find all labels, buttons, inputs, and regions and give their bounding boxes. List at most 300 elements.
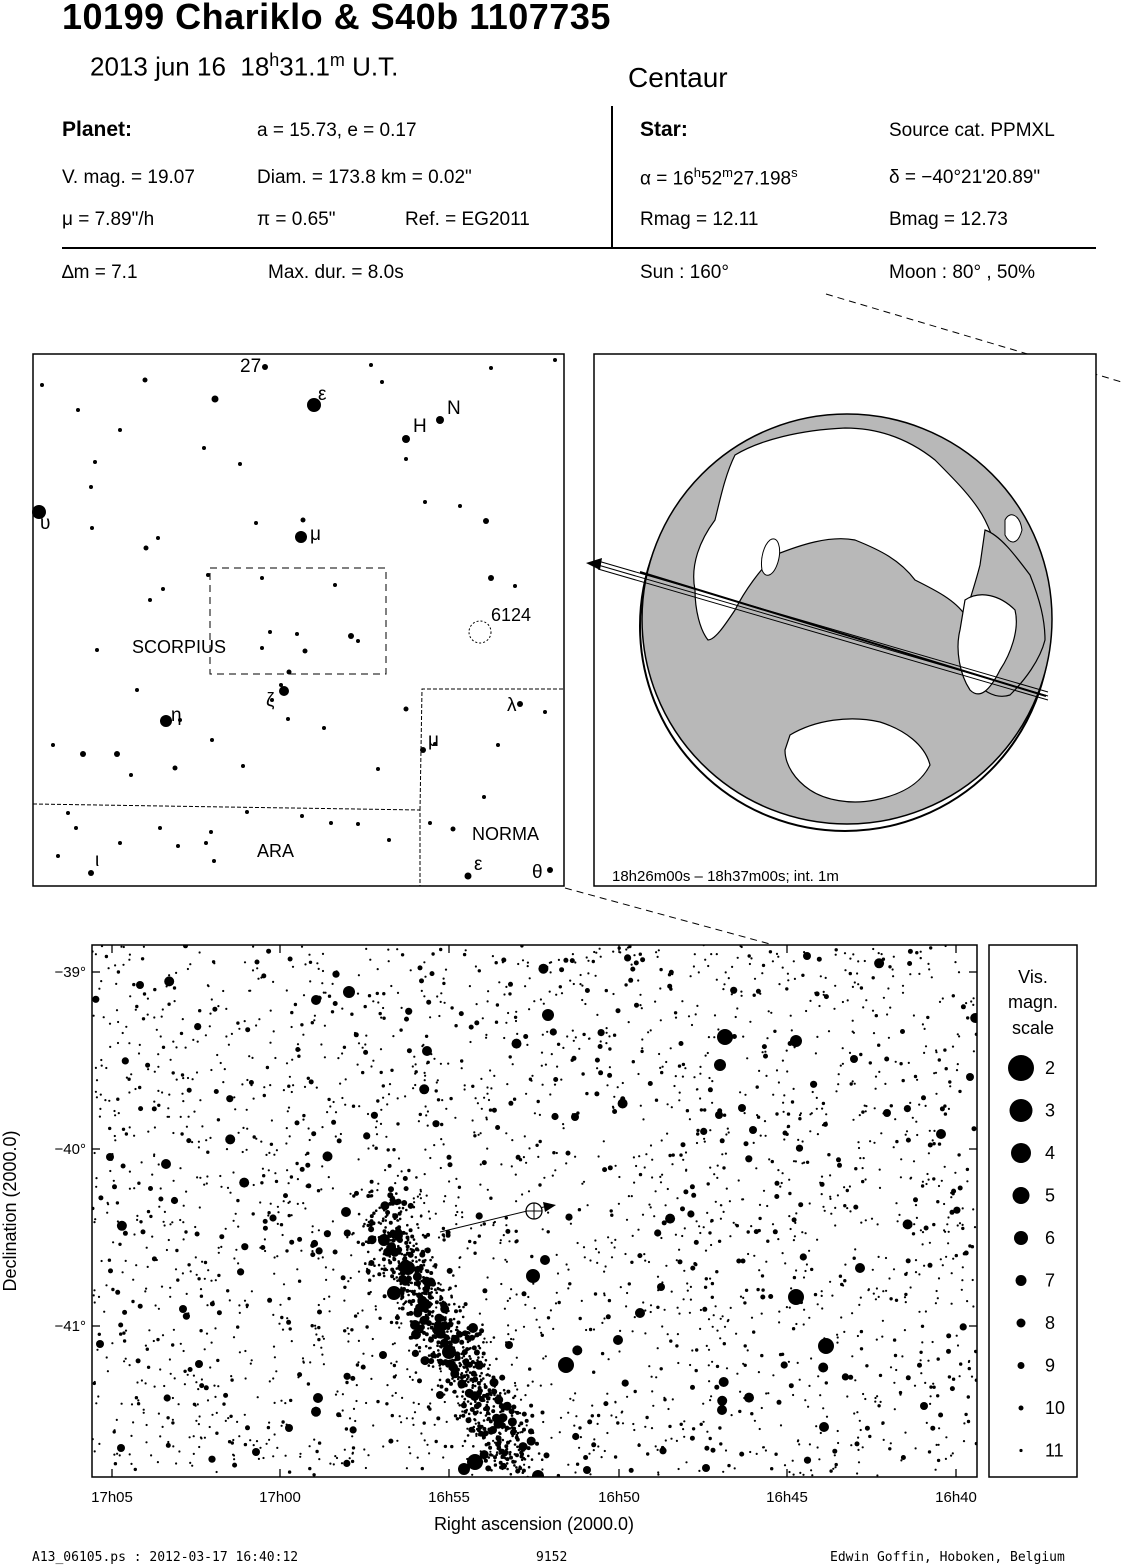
- field-star: [196, 1071, 198, 1073]
- field-star: [428, 1347, 431, 1350]
- field-star: [679, 1092, 681, 1094]
- field-star: [407, 1048, 412, 1053]
- bright-star: [343, 986, 355, 998]
- field-star: [720, 1318, 722, 1320]
- field-star: [429, 1218, 431, 1220]
- field-star: [778, 1311, 780, 1313]
- field-star: [754, 1229, 759, 1234]
- field-star: [350, 1013, 353, 1016]
- field-star: [273, 1346, 275, 1348]
- field-star: [668, 1154, 671, 1157]
- field-star: [534, 1112, 536, 1114]
- field-star: [269, 1214, 276, 1221]
- field-star: [971, 1376, 973, 1378]
- field-star: [932, 1177, 935, 1180]
- field-star: [430, 1295, 433, 1298]
- field-star: [98, 1333, 101, 1336]
- field-star: [785, 1133, 788, 1136]
- field-star: [138, 1052, 140, 1054]
- field-star: [482, 1356, 484, 1358]
- field-star: [530, 1255, 533, 1258]
- field-star: [872, 1269, 874, 1271]
- field-star: [362, 1225, 365, 1228]
- field-star: [122, 1331, 125, 1334]
- field-star: [489, 1197, 492, 1200]
- field-star: [633, 1429, 635, 1431]
- field-star: [121, 1403, 123, 1405]
- field-star: [657, 1474, 659, 1476]
- field-star: [411, 1301, 414, 1304]
- field-star: [496, 1435, 499, 1438]
- magnitude-legend: [989, 945, 1077, 1477]
- legend-dot: [1017, 1319, 1026, 1328]
- field-star: [468, 1391, 472, 1395]
- field-star: [388, 960, 390, 962]
- field-star: [674, 1011, 677, 1014]
- field-star: [509, 1440, 512, 1443]
- field-star: [420, 1214, 423, 1217]
- field-star: [439, 1345, 442, 1348]
- finder-frame: [33, 354, 564, 886]
- field-star: [125, 1132, 128, 1135]
- field-star: [130, 1463, 132, 1465]
- field-star: [648, 1261, 650, 1263]
- field-star: [442, 1310, 445, 1313]
- field-star: [269, 1042, 271, 1044]
- field-star: [709, 1129, 711, 1131]
- field-star: [966, 1180, 968, 1182]
- field-star: [852, 1080, 854, 1082]
- field-star: [759, 1204, 761, 1206]
- field-star: [930, 1395, 932, 1397]
- field-star: [572, 953, 574, 955]
- field-star: [376, 1120, 378, 1122]
- finder-star: [238, 462, 242, 466]
- field-star: [145, 1382, 147, 1384]
- field-star: [607, 1073, 612, 1078]
- field-star: [309, 1361, 311, 1363]
- field-star: [945, 1458, 947, 1460]
- field-star: [549, 962, 551, 964]
- legend-mag-label: 5: [1045, 1185, 1056, 1206]
- field-star: [408, 1446, 410, 1448]
- field-star: [262, 1168, 264, 1170]
- field-star: [614, 1239, 616, 1241]
- field-star: [508, 1240, 510, 1242]
- field-star: [252, 946, 254, 948]
- field-star: [804, 1457, 811, 1464]
- finder-label: ε: [474, 854, 483, 875]
- field-star: [545, 1064, 547, 1066]
- field-star: [719, 1337, 721, 1339]
- field-star: [156, 1029, 158, 1031]
- field-star: [318, 1441, 321, 1444]
- field-star: [312, 1473, 315, 1476]
- field-star: [315, 1333, 317, 1335]
- field-star: [343, 1300, 345, 1302]
- field-star: [573, 1040, 575, 1042]
- field-star: [328, 995, 331, 998]
- field-star: [125, 1358, 127, 1360]
- field-star: [599, 948, 601, 950]
- field-star: [186, 1126, 188, 1128]
- finder-star: [74, 826, 78, 830]
- finder-label: ι: [95, 850, 100, 871]
- field-star: [104, 1099, 106, 1101]
- field-star: [583, 1455, 588, 1460]
- field-star: [773, 1030, 776, 1033]
- field-star: [514, 1016, 517, 1019]
- field-star: [680, 1423, 683, 1426]
- field-star: [715, 1305, 717, 1307]
- field-star: [510, 1338, 512, 1340]
- field-star: [397, 1175, 399, 1177]
- field-star: [522, 1291, 527, 1296]
- field-star: [537, 1100, 540, 1103]
- field-star: [376, 1189, 378, 1191]
- field-star: [420, 1300, 424, 1304]
- field-star: [667, 1408, 669, 1410]
- field-star: [800, 1253, 807, 1260]
- field-star: [705, 1250, 707, 1252]
- field-star: [499, 1449, 505, 1455]
- field-star: [521, 1459, 524, 1462]
- field-star: [550, 1437, 552, 1439]
- field-star: [445, 969, 447, 971]
- field-star: [394, 1217, 397, 1220]
- finder-label: 27: [240, 356, 262, 377]
- field-star: [570, 958, 575, 963]
- field-star: [764, 1051, 766, 1053]
- field-star: [187, 1374, 189, 1376]
- field-star: [861, 1180, 864, 1183]
- field-star: [362, 1365, 365, 1368]
- delta-mag: ∆m = 7.1: [62, 262, 138, 283]
- field-star: [918, 1311, 920, 1313]
- field-star: [409, 1452, 411, 1454]
- bright-star: [468, 1323, 478, 1333]
- field-star: [864, 1398, 866, 1400]
- field-star: [435, 1440, 438, 1443]
- field-star: [783, 1111, 785, 1113]
- field-star: [493, 1075, 495, 1077]
- field-star: [437, 1098, 440, 1101]
- field-star: [158, 1197, 163, 1202]
- field-star: [522, 1469, 526, 1473]
- finder-label: λ: [507, 695, 517, 716]
- field-star: [711, 1296, 714, 1299]
- field-star: [744, 1393, 754, 1403]
- field-star: [690, 1385, 695, 1390]
- footer-file: A13_06105.ps : 2012-03-17 16:40:12: [32, 1550, 299, 1565]
- field-star: [324, 1025, 326, 1027]
- field-star: [685, 1461, 687, 1463]
- field-star: [667, 1333, 669, 1335]
- field-star: [530, 1080, 532, 1082]
- field-star: [745, 1289, 748, 1292]
- field-star: [481, 1323, 484, 1326]
- field-star: [644, 1260, 646, 1262]
- field-star: [974, 1226, 976, 1228]
- field-star: [915, 1447, 917, 1449]
- field-star: [138, 1106, 143, 1111]
- field-star: [676, 1259, 678, 1261]
- field-star: [616, 1008, 621, 1013]
- field-star: [794, 1235, 796, 1237]
- field-star: [395, 1321, 398, 1324]
- field-star: [853, 1412, 855, 1414]
- field-star: [375, 1209, 378, 1212]
- field-star: [158, 1308, 160, 1310]
- field-star: [963, 1440, 965, 1442]
- field-star: [396, 1361, 398, 1363]
- field-star: [709, 1167, 711, 1169]
- field-star: [675, 1075, 677, 1077]
- field-star: [236, 1021, 239, 1024]
- field-star: [612, 1107, 614, 1109]
- field-star: [126, 1077, 128, 1079]
- field-star: [829, 1196, 831, 1198]
- field-star: [572, 1345, 582, 1355]
- field-star: [872, 948, 874, 950]
- field-star: [93, 1294, 95, 1296]
- field-star: [267, 1298, 272, 1303]
- finder-star: [241, 764, 245, 768]
- field-star: [946, 1333, 951, 1338]
- field-star: [423, 1316, 427, 1320]
- field-star: [487, 990, 489, 992]
- field-star: [432, 1120, 439, 1127]
- field-star: [641, 1007, 643, 1009]
- field-star: [191, 1141, 193, 1143]
- field-star: [858, 1147, 860, 1149]
- field-star: [167, 1441, 169, 1443]
- field-star: [625, 948, 627, 950]
- field-star: [835, 954, 837, 956]
- field-star: [380, 1123, 382, 1125]
- field-star: [670, 1047, 672, 1049]
- field-star: [849, 972, 852, 975]
- field-star: [501, 1427, 504, 1430]
- field-star: [857, 1449, 859, 1451]
- field-star: [567, 1464, 569, 1466]
- field-star: [449, 1097, 452, 1100]
- field-star: [611, 1242, 613, 1244]
- field-star: [167, 1003, 170, 1006]
- field-star: [150, 1454, 152, 1456]
- field-star: [860, 1297, 862, 1299]
- field-star: [343, 1046, 346, 1049]
- field-star: [200, 1295, 203, 1298]
- field-star: [424, 976, 426, 978]
- field-star: [867, 1289, 869, 1291]
- finder-star: [303, 649, 308, 654]
- field-star: [882, 958, 885, 961]
- field-star: [657, 956, 659, 958]
- field-star: [128, 1091, 130, 1093]
- field-star: [749, 1021, 751, 1023]
- finder-star: [348, 633, 354, 639]
- finder-star: [90, 526, 94, 530]
- field-star: [295, 1162, 298, 1165]
- field-star: [182, 1221, 184, 1223]
- field-star: [734, 1467, 736, 1469]
- field-star: [938, 1142, 941, 1145]
- field-star: [189, 963, 191, 965]
- field-star: [268, 1422, 270, 1424]
- field-star: [345, 1427, 348, 1430]
- field-star: [650, 1206, 652, 1208]
- field-star: [760, 1354, 763, 1357]
- field-star: [959, 1375, 961, 1377]
- field-star: [507, 1324, 509, 1326]
- field-star: [955, 1254, 958, 1257]
- field-star: [505, 1132, 507, 1134]
- field-star: [574, 1392, 576, 1394]
- finder-star: [173, 766, 178, 771]
- field-star: [559, 967, 564, 972]
- field-star: [517, 963, 519, 965]
- field-star: [926, 1016, 929, 1019]
- field-star: [878, 1296, 880, 1298]
- field-star: [349, 1457, 351, 1459]
- field-star: [132, 983, 135, 986]
- field-star: [199, 1099, 201, 1101]
- field-star: [522, 1412, 527, 1417]
- field-star: [145, 1345, 147, 1347]
- field-star: [492, 955, 494, 957]
- field-star: [405, 1008, 412, 1015]
- field-star: [696, 1088, 698, 1090]
- field-star: [843, 1331, 845, 1333]
- field-star: [544, 1452, 550, 1458]
- field-star: [478, 1134, 480, 1136]
- field-star: [108, 1100, 110, 1102]
- field-star: [747, 1253, 749, 1255]
- field-star: [793, 960, 795, 962]
- field-star: [705, 1277, 708, 1280]
- field-star: [644, 1332, 646, 1334]
- field-star: [382, 1220, 385, 1223]
- field-star: [157, 1066, 159, 1068]
- field-star: [200, 1437, 202, 1439]
- field-star: [521, 1193, 523, 1195]
- field-star: [532, 1381, 534, 1383]
- field-star: [420, 1329, 424, 1333]
- field-star: [682, 1076, 684, 1078]
- field-star: [493, 1455, 497, 1459]
- field-star: [402, 1258, 405, 1261]
- field-star: [696, 1142, 698, 1144]
- field-star: [601, 1322, 603, 1324]
- field-star: [556, 1152, 558, 1154]
- field-star: [461, 1357, 463, 1359]
- field-star: [114, 964, 116, 966]
- field-star: [690, 1266, 695, 1271]
- field-star: [472, 1384, 475, 1387]
- finder-star: [543, 710, 547, 714]
- field-star: [695, 1348, 698, 1351]
- field-star: [880, 1401, 882, 1403]
- field-star: [137, 1399, 139, 1401]
- field-star: [803, 1323, 805, 1325]
- field-star: [906, 1130, 908, 1132]
- field-star: [272, 981, 274, 983]
- field-star: [838, 1073, 840, 1075]
- field-star: [585, 1092, 588, 1095]
- bright-star: [558, 1357, 574, 1373]
- field-star: [303, 1362, 305, 1364]
- field-star: [210, 1280, 212, 1282]
- field-star: [219, 1175, 221, 1177]
- field-star: [516, 1446, 519, 1449]
- field-star: [456, 1211, 458, 1213]
- field-star: [754, 1420, 756, 1422]
- field-star: [541, 1468, 543, 1470]
- bright-star: [136, 981, 144, 989]
- field-star: [916, 1134, 918, 1136]
- legend-title-3: scale: [1011, 1018, 1055, 1038]
- field-star: [404, 1017, 409, 1022]
- field-star: [505, 1224, 507, 1226]
- field-star: [430, 971, 435, 976]
- bright-star: [532, 1470, 544, 1482]
- field-star: [925, 1183, 927, 1185]
- field-star: [178, 1450, 180, 1452]
- field-star: [500, 1239, 502, 1241]
- field-star: [655, 1099, 658, 1102]
- field-star: [218, 1247, 220, 1249]
- bright-star: [341, 1207, 351, 1217]
- field-star: [938, 1413, 943, 1418]
- field-star: [558, 1301, 561, 1304]
- field-star: [300, 1167, 305, 1172]
- field-star: [173, 1180, 175, 1182]
- field-star: [385, 1402, 388, 1405]
- field-star: [475, 1361, 484, 1370]
- field-star: [945, 1067, 948, 1070]
- field-star: [94, 1450, 96, 1452]
- field-star: [295, 1120, 300, 1125]
- field-star: [417, 1227, 419, 1229]
- field-star: [855, 1441, 860, 1446]
- field-star: [915, 1121, 917, 1123]
- field-star: [365, 1219, 367, 1221]
- field-star: [464, 1383, 468, 1387]
- field-star: [712, 1326, 714, 1328]
- field-star: [288, 957, 293, 962]
- field-star: [721, 1153, 723, 1155]
- field-star: [689, 1118, 691, 1120]
- field-star: [514, 1443, 517, 1446]
- finder-star: [356, 822, 360, 826]
- field-star: [400, 1421, 402, 1423]
- field-star: [337, 1057, 339, 1059]
- field-star: [398, 1157, 400, 1159]
- field-star: [304, 963, 306, 965]
- field-star: [372, 1145, 374, 1147]
- finder-star: [547, 867, 553, 873]
- field-star: [444, 1445, 447, 1448]
- bright-star: [442, 1345, 456, 1359]
- field-star: [502, 1439, 505, 1442]
- field-star: [266, 1066, 269, 1069]
- planet-vmag: V. mag. = 19.07: [62, 167, 195, 188]
- field-star: [912, 1232, 915, 1235]
- field-star: [821, 1176, 823, 1178]
- field-star: [380, 1017, 382, 1019]
- field-star: [414, 1281, 418, 1285]
